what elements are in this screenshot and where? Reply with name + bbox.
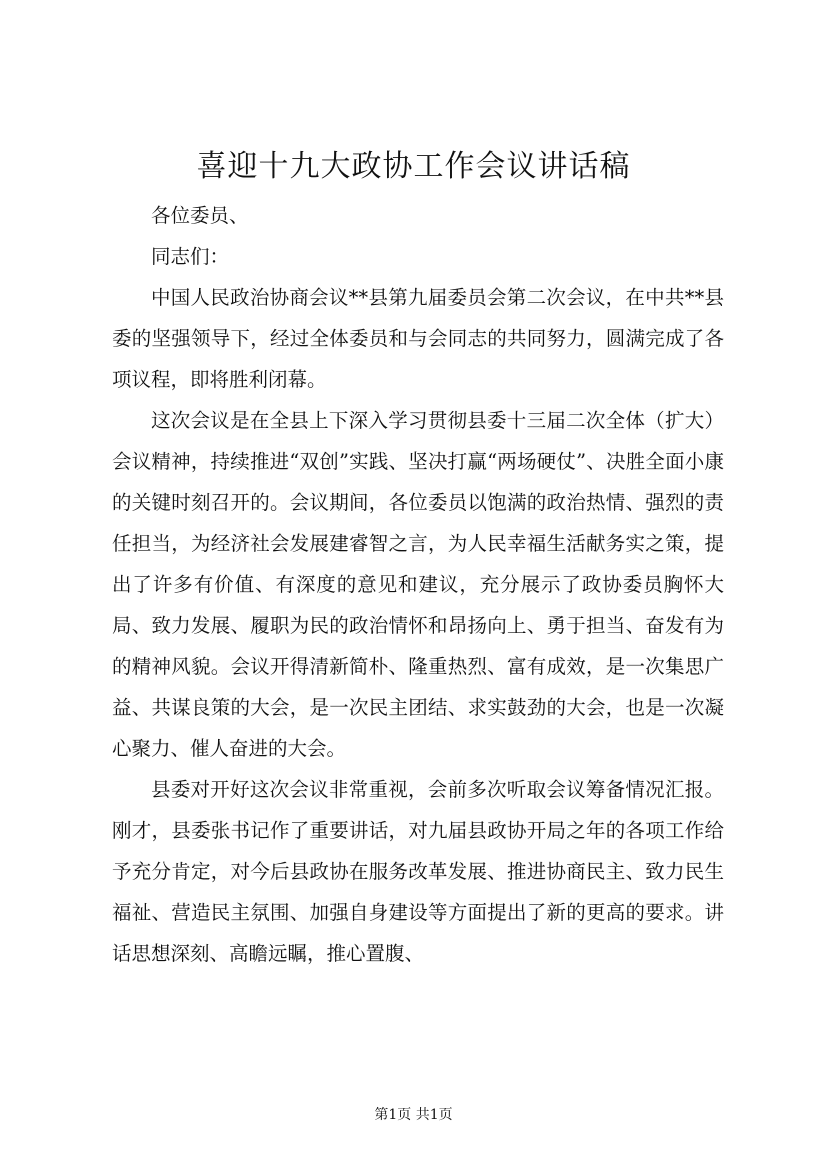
- body-paragraph: 县委对开好这次会议非常重视，会前多次听取会议筹备情况汇报。刚才，县委张书记作了重要讲话，对九届县政协开局之年的各项工作给予充分肯定，对今后县政协在服务改革发展、推进协商民主、致力民生福祉、营造民主氛围、加强自身建设等方面提出了新的更高的要求。讲话思想深刻、高瞻远瞩，推心置腹、: [112, 778, 724, 965]
- document-title: 喜迎十九大政协工作会议讲话稿: [196, 149, 631, 184]
- body-paragraph: 这次会议是在全县上下深入学习贯彻县委十三届二次全体（扩大）会议精神，持续推进“双创”实践、坚决打赢“两场硬仗”、决胜全面小康的关键时刻召开的。会议期间，各位委员以饱满的政治热情、强烈的责任担当，为经济社会发展建睿智之言，为人民幸福生活献务实之策，提出了许多有价值、有深度的意见和建议，充分展示了政协委员胸怀大局、致力发展、履职为民的政治情怀和昂扬向上、勇于担当、奋发有为的精神风貌。会议开得清新简朴、隆重热烈、富有成效，是一次集思广益、共谋良策的大会，是一次民主团结、求实鼓劲的大会，也是一次凝心聚力、催人奋进的大会。: [112, 409, 724, 760]
- page-footer: 第1页 共1页: [374, 1107, 453, 1123]
- salutation-line: 各位委员、: [151, 204, 249, 227]
- salutation-line: 同志们：: [151, 245, 230, 268]
- document-body: [112, 195, 724, 974]
- body-paragraph: 中国人民政治协商会议**县第九届委员会第二次会议，在中共**县委的坚强领导下，经过全体委员和与会同志的共同努力，圆满完成了各项议程，即将胜利闭幕。: [112, 286, 724, 391]
